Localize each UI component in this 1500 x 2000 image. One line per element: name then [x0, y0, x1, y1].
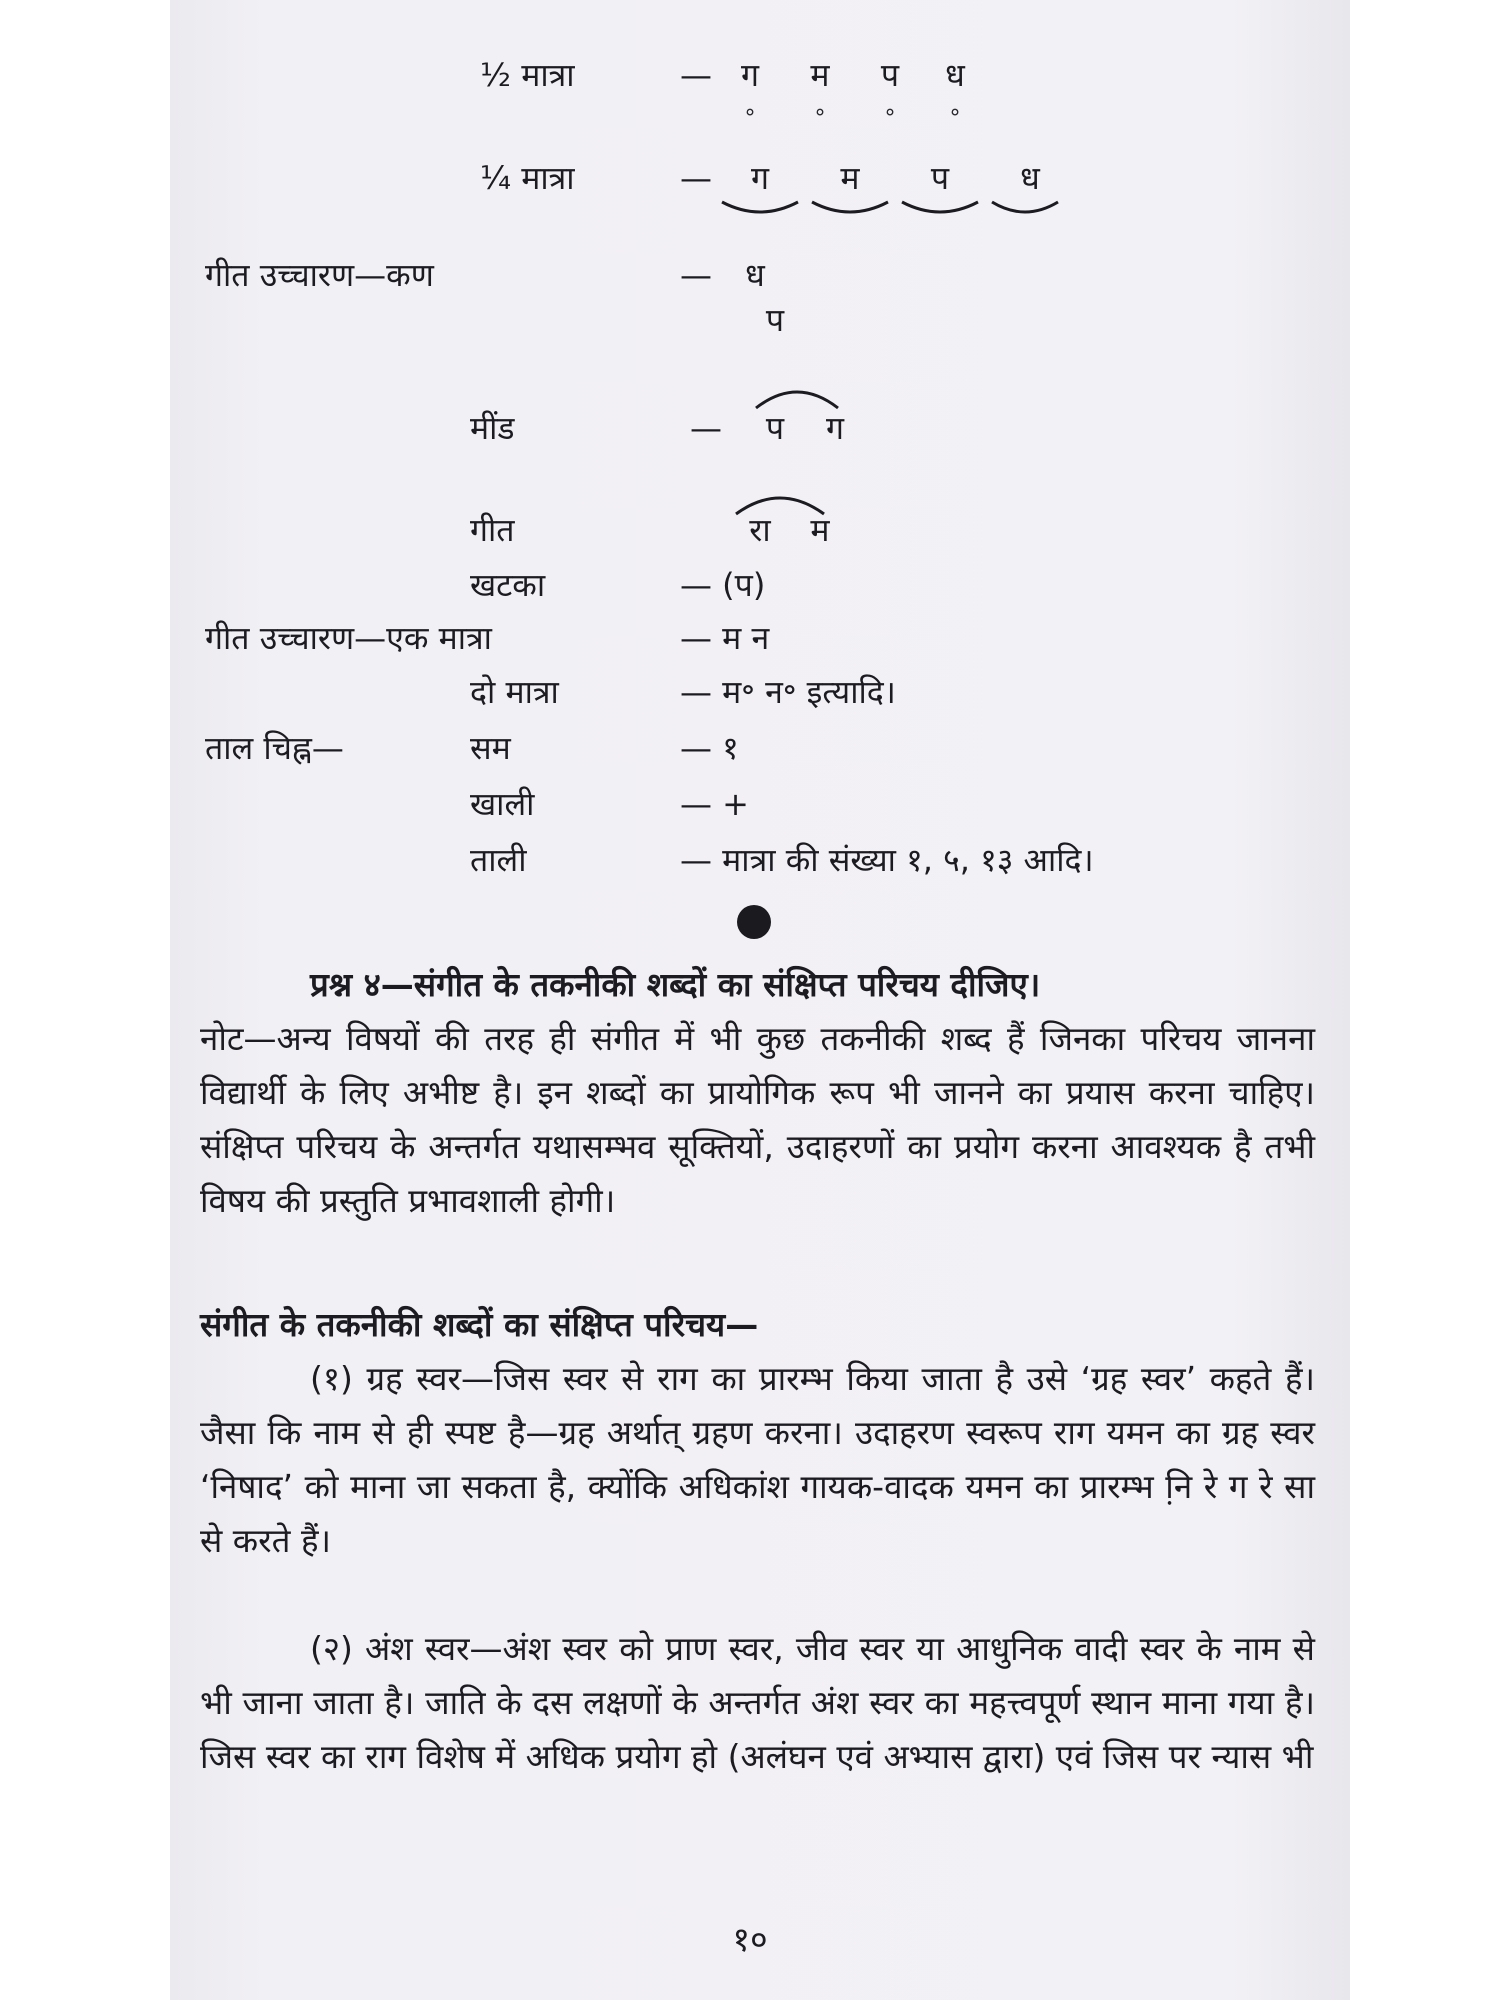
notation-note: रा: [749, 511, 771, 549]
khali-label: खाली: [470, 785, 535, 823]
khali-value: — +: [680, 785, 749, 823]
scan-right-margin: [1350, 0, 1500, 2000]
quarter-matra-underarcs: [720, 198, 1060, 226]
notation-note: म: [840, 159, 860, 197]
half-matra-dash: —: [680, 56, 712, 94]
kan-upper-note: ध: [745, 256, 765, 294]
do-matra-label: दो मात्रा: [470, 673, 559, 711]
geet-label: गीत: [470, 511, 515, 549]
octave-dot: °: [949, 106, 961, 131]
graha-swar-paragraph: (१) ग्रह स्वर—जिस स्वर से राग का प्रारम्भ किया जाता है उसे ‘ग्रह स्वर’ कहते हैं। जैसा कि नाम से ही स्पष्ट है—ग्रह अर्थात् ग्रहण करना। उदाहरण स्वरूप राग यमन का ग्रह स्वर ‘निषाद’ को माना जा सकता है, क्योंकि अधिकांश गायक-वादक यमन का प्रारम्भ नि़ रे ग रे सा से करते हैं।: [200, 1359, 1315, 1560]
do-matra-value: — म॰ न॰ इत्यादि।: [680, 673, 896, 711]
section-heading: संगीत के तकनीकी शब्दों का संक्षिप्त परिचय—: [200, 1305, 759, 1344]
notation-note: ग: [750, 159, 770, 197]
octave-dot: °: [814, 106, 826, 131]
ek-matra-label: गीत उच्चारण—एक मात्रा: [205, 619, 492, 657]
notation-note: ध: [945, 56, 965, 94]
notation-note: प: [765, 409, 785, 447]
notation-note: म: [810, 56, 830, 94]
notation-note: ग: [825, 409, 845, 447]
octave-dot: °: [744, 106, 756, 131]
scan-left-margin: [0, 0, 170, 2000]
kan-lower-note: प: [765, 301, 785, 339]
kan-dash: —: [680, 256, 712, 294]
ansh-swar-paragraph: (२) अंश स्वर—अंश स्वर को प्राण स्वर, जीव स्वर या आधुनिक वादी स्वर के नाम से भी जाना जाता है। जाति के दस लक्षणों के अन्तर्गत अंश स्वर का महत्त्वपूर्ण स्थान माना गया है। जिस स्वर का राग विशेष में अधिक प्रयोग हो (अलंघन एवं अभ्यास द्वारा) एवं जिस पर न्यास भी: [200, 1629, 1315, 1776]
note-paragraph: नोट—अन्य विषयों की तरह ही संगीत में भी कुछ तकनीकी शब्द हैं जिनका परिचय जानना विद्यार्थी के लिए अभीष्ट है। इन शब्दों का प्रायोगिक रूप भी जानने का प्रयास करना चाहिए। संक्षिप्त परिचय के अन्तर्गत यथासम्भव सूक्तियों, उदाहरणों का प्रयोग करना आवश्यक है तभी विषय की प्रस्तुति प्रभावशाली होगी।: [200, 1019, 1315, 1220]
kan-label: गीत उच्चारण—कण: [205, 256, 434, 294]
notation-note: ग: [740, 56, 760, 94]
khatka-value: — (प): [680, 566, 766, 604]
notation-note: प: [930, 159, 950, 197]
khatka-label: खटका: [470, 566, 546, 604]
quarter-matra-dash: —: [680, 159, 712, 197]
section-bullet: [737, 905, 771, 939]
meend-label: मींड: [470, 409, 515, 447]
quarter-matra-label: ¼ मात्रा: [480, 159, 575, 197]
page-number: १०: [732, 1920, 768, 1960]
question-heading: प्रश्न ४—संगीत के तकनीकी शब्दों का संक्षिप्त परिचय दीजिए।: [310, 965, 1041, 1004]
sam-label: सम: [470, 729, 511, 767]
sam-value: — १: [680, 729, 739, 767]
notation-note: ध: [1020, 159, 1040, 197]
ek-matra-value: — म न: [680, 619, 770, 657]
tali-value: — मात्रा की संख्या १, ५, १३ आदि।: [680, 841, 1094, 879]
meend-dash: —: [690, 409, 722, 447]
notation-note: म: [810, 511, 830, 549]
taal-heading: ताल चिह्न—: [205, 729, 344, 767]
half-matra-label: ½ मात्रा: [480, 56, 575, 94]
notation-note: प: [880, 56, 900, 94]
octave-dot: °: [884, 106, 896, 131]
tali-label: ताली: [470, 841, 527, 879]
